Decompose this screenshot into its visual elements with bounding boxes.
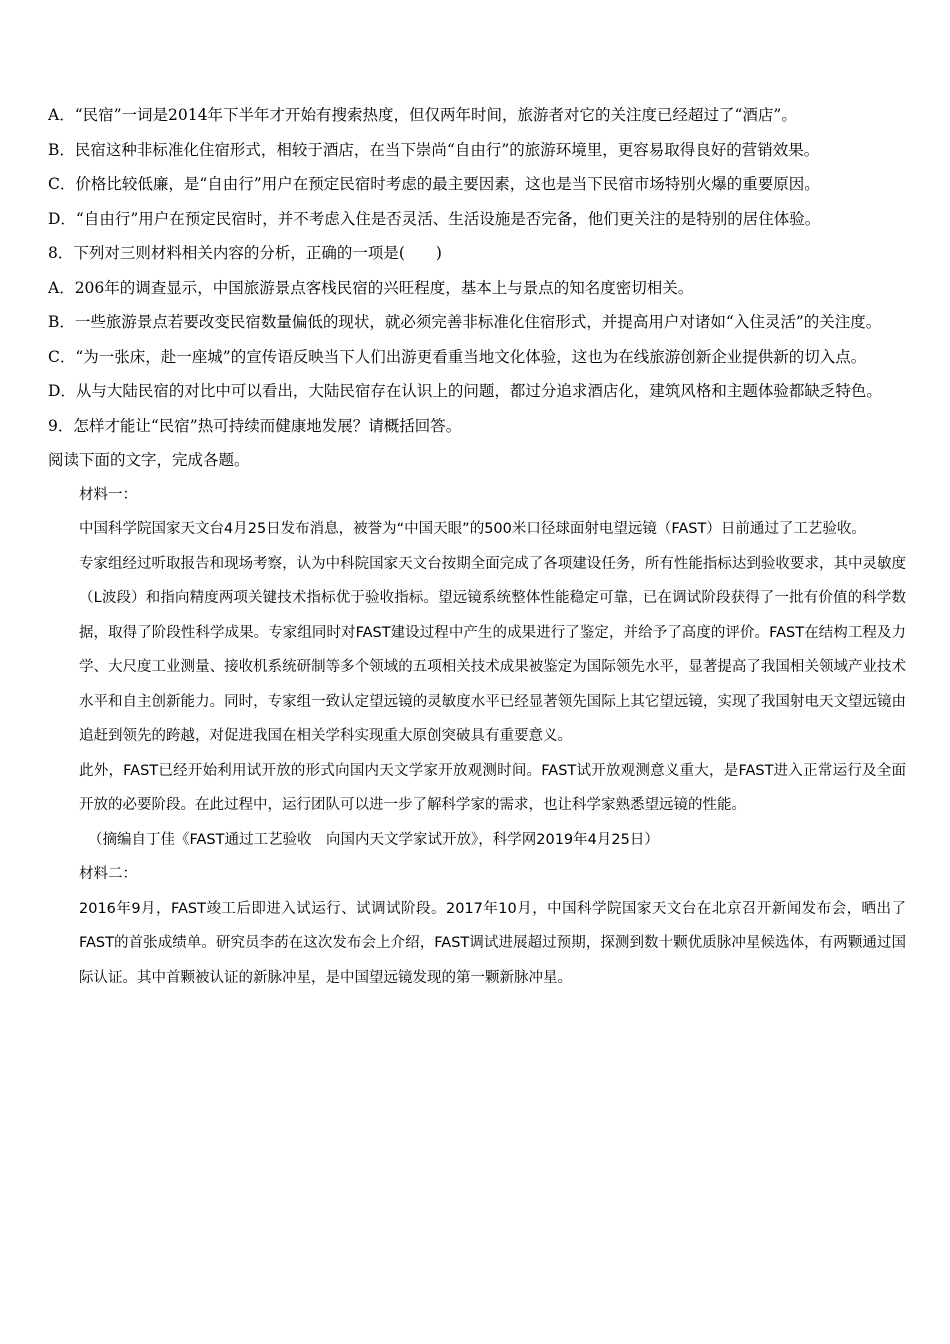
q9-stem: 9．怎样才能让“民宿”热可持续而健康地发展？请概括回答。 xyxy=(48,416,462,435)
q8-option-d: D．从与大陆民宿的对比中可以看出，大陆民宿存在认识上的问题，都过分追求酒店化，建筑风格和主题体验都缺乏特色。 xyxy=(48,382,882,400)
material2-label: 材料二： xyxy=(79,866,137,882)
q8-option-c: C．“为一张床，赴一座城”的宣传语反映当下人们出游更看重当地文化体验，这也为在线旅游创新企业提供新的切入点。 xyxy=(48,347,867,366)
q8-stem: 8．下列对三则材料相关内容的分析，正确的一项是( ) xyxy=(48,244,442,262)
q8-option-b: B．一些旅游景点若要改变民宿数量偏低的现状，就必须完善非标准化住宿形式，并提高用户对诸如“入住灵活”的关注度。 xyxy=(48,313,882,331)
exam-page xyxy=(48,98,906,995)
material1-label: 材料一： xyxy=(79,486,137,503)
q7-option-a: A．“民宿”一词是2014年下半年才开始有搜索热度，但仅两年时间，旅游者对它的关注度已经超过了“酒店”。 xyxy=(48,106,797,124)
material1-paragraph: 中国科学院国家天文台4月25日发布消息，被誉为“中国天眼”的500米口径球面射电望远镜（FAST）日前通过了工艺验收。 xyxy=(79,521,866,537)
material1-source: （摘编自丁佳《FAST通过工艺验收 向国内天文学家试开放》，科学网2019年4月25日） xyxy=(88,831,659,848)
q7-option-d: D．“自由行”用户在预定民宿时，并不考虑入住是否灵活、生活设施是否完备，他们更关注的是特别的居住体验。 xyxy=(48,209,821,228)
material1-paragraph: 此外，FAST已经开始利用试开放的形式向国内天文学家开放观测时间。FAST试开放观测意义重大，是FAST进入正常运行及全面开放的必要阶段。在此过程中，运行团队可以进一步了解科学家的需求，也让科学家熟悉望远镜的性能。 xyxy=(79,762,906,813)
q7-option-b: B．民宿这种非标准化住宿形式，相较于酒店，在当下崇尚“自由行”的旅游环境里，更容易取得良好的营销效果。 xyxy=(48,140,820,159)
material2-paragraph: 2016年9月，FAST竣工后即进入试运行、试调试阶段。2017年10月，中国科学院国家天文台在北京召开新闻发布会，晒出了FAST的首张成绩单。研究员李菂在这次发布会上介绍，FAST调试进展超过预期，探测到数十颗优质脉冲星候选体，有两颗通过国际认证。其中首颗被认证的新脉冲星，是中国望远镜发现的第一颗新脉冲星。 xyxy=(79,900,906,986)
reading-intro: 阅读下面的文字，完成各题。 xyxy=(48,451,250,469)
material1-paragraph: 专家组经过听取报告和现场考察，认为中科院国家天文台按期全面完成了各项建设任务，所有性能指标达到验收要求，其中灵敏度（L波段）和指向精度两项关键技术指标优于验收指标。望远镜系统整体性能稳定可靠，已在调试阶段获得了一批有价值的科学数据，取得了阶段性科学成果。专家组同时对FAST建设过程中产生的成果进行了鉴定，并给予了高度的评价。FAST在结构工程及力学、大尺度工业测量、接收机系统研制等多个领域的五项相关技术成果被鉴定为国际领先水平，显著提高了我国相关领域产业技术水平和自主创新能力。同时，专家组一致认定望远镜的灵敏度水平已经显著领先国际上其它望远镜，实现了我国射电天文望远镜由追赶到领先的跨越，对促进我国在相关学科实现重大原创突破具有重要意义。 xyxy=(79,555,906,744)
q8-option-a: A．206年的调查显示，中国旅游景点客栈民宿的兴旺程度，基本上与景点的知名度密切相关。 xyxy=(48,278,694,297)
q7-option-c: C．价格比较低廉，是“自由行”用户在预定民宿时考虑的最主要因素，这也是当下民宿市场特别火爆的重要原因。 xyxy=(48,175,820,193)
